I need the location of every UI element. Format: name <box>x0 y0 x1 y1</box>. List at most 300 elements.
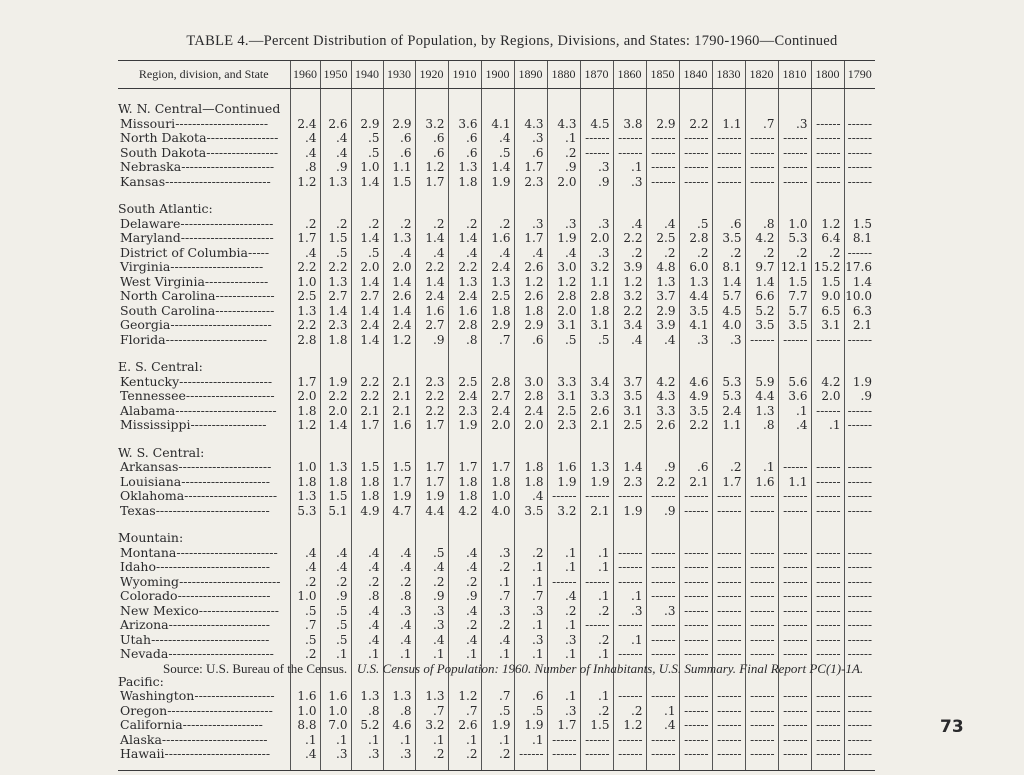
percent-cell: ------ <box>712 647 745 662</box>
percent-cell: 1.5 <box>778 275 811 290</box>
percent-cell: .2 <box>745 246 778 261</box>
state-name <box>118 418 290 433</box>
percent-cell: .5 <box>351 146 383 161</box>
percent-cell: 1.3 <box>580 460 613 475</box>
percent-cell: .4 <box>646 333 679 348</box>
percent-cell: ------ <box>679 718 712 733</box>
table-row <box>118 375 875 390</box>
percent-cell: ------ <box>844 246 875 261</box>
percent-cell: .9 <box>580 175 613 190</box>
table-row <box>118 460 875 475</box>
state-name <box>118 260 290 275</box>
percent-cell: .3 <box>514 131 547 146</box>
percent-cell: 8.1 <box>712 260 745 275</box>
percent-cell: 1.7 <box>415 460 448 475</box>
percent-cell: 1.7 <box>415 475 448 490</box>
percent-cell: 1.8 <box>320 333 351 348</box>
percent-cell: 2.2 <box>415 389 448 404</box>
year-column-header: 1790 <box>844 61 875 89</box>
percent-cell: ------ <box>679 489 712 504</box>
state-label: Washington <box>120 689 195 704</box>
table-row <box>118 604 875 619</box>
percent-cell: .4 <box>351 560 383 575</box>
table-row <box>118 404 875 419</box>
percent-cell: 1.8 <box>481 475 514 490</box>
percent-cell: 3.5 <box>679 404 712 419</box>
percent-cell: .4 <box>290 560 320 575</box>
state-label: North Dakota <box>120 131 207 146</box>
state-label: Kentucky <box>120 374 180 389</box>
table-row <box>118 389 875 404</box>
percent-cell: ------ <box>844 689 875 704</box>
percent-cell: ------ <box>679 175 712 190</box>
percent-cell: ------ <box>778 689 811 704</box>
percent-cell: 1.4 <box>351 304 383 319</box>
table-row <box>118 647 875 662</box>
percent-cell: 1.3 <box>290 489 320 504</box>
percent-cell: 3.5 <box>613 389 646 404</box>
state-name <box>118 160 290 175</box>
percent-cell: .3 <box>580 217 613 232</box>
percent-cell: .6 <box>712 217 745 232</box>
spacer-row <box>118 518 875 531</box>
division-heading-row <box>118 531 875 546</box>
percent-cell: .3 <box>646 604 679 619</box>
percent-cell: .4 <box>415 246 448 261</box>
percent-cell: ------ <box>778 647 811 662</box>
percent-cell: ------ <box>811 475 844 490</box>
percent-cell: 1.6 <box>415 304 448 319</box>
percent-cell: .5 <box>320 633 351 648</box>
percent-cell: .2 <box>481 618 514 633</box>
percent-cell: 6.3 <box>844 304 875 319</box>
percent-cell: .1 <box>547 560 580 575</box>
percent-cell: 1.9 <box>415 489 448 504</box>
percent-cell: .9 <box>547 160 580 175</box>
percent-cell: 1.3 <box>448 160 481 175</box>
percent-cell: 1.7 <box>290 231 320 246</box>
percent-cell: 3.5 <box>514 504 547 519</box>
state-label: Arizona <box>120 618 169 633</box>
dot-leader: -------------- <box>215 289 275 304</box>
percent-cell: 2.5 <box>646 231 679 246</box>
percent-cell: 1.9 <box>844 375 875 390</box>
percent-cell: .1 <box>514 575 547 590</box>
percent-cell: 2.8 <box>290 333 320 348</box>
percent-cell: 6.6 <box>745 289 778 304</box>
percent-cell: 1.4 <box>415 275 448 290</box>
percent-cell: .1 <box>320 647 351 662</box>
percent-cell: ------ <box>745 546 778 561</box>
percent-cell: 1.7 <box>415 175 448 190</box>
percent-cell: 1.4 <box>745 275 778 290</box>
percent-cell: 1.3 <box>351 689 383 704</box>
percent-cell: ------ <box>844 747 875 762</box>
percent-cell: ------ <box>844 489 875 504</box>
percent-cell: ------ <box>811 704 844 719</box>
percent-cell: 2.1 <box>679 475 712 490</box>
percent-cell: ------ <box>811 460 844 475</box>
state-name <box>118 175 290 190</box>
percent-cell: .4 <box>415 633 448 648</box>
percent-cell: ------ <box>712 546 745 561</box>
percent-cell: .4 <box>320 146 351 161</box>
percent-cell: ------ <box>745 747 778 762</box>
percent-cell: .3 <box>514 633 547 648</box>
percent-cell: 2.1 <box>383 404 415 419</box>
state-label: Delaware <box>120 216 181 231</box>
percent-cell: ------ <box>811 504 844 519</box>
dot-leader: ------------------------ <box>175 403 277 418</box>
percent-cell: .8 <box>745 418 778 433</box>
percent-cell: ------ <box>811 131 844 146</box>
percent-cell: 5.3 <box>712 375 745 390</box>
state-name <box>118 117 290 132</box>
dot-leader: --------------------- <box>181 474 270 489</box>
percent-cell: ------ <box>613 747 646 762</box>
percent-cell: 12.1 <box>778 260 811 275</box>
percent-cell: .8 <box>290 160 320 175</box>
percent-cell: .4 <box>320 131 351 146</box>
dot-leader: -------------- <box>215 303 275 318</box>
percent-cell: 1.3 <box>679 275 712 290</box>
percent-cell: .4 <box>290 246 320 261</box>
state-name <box>118 404 290 419</box>
percent-cell: .4 <box>514 246 547 261</box>
percent-cell: 2.0 <box>580 231 613 246</box>
table-row <box>118 733 875 748</box>
percent-cell: ------ <box>778 560 811 575</box>
percent-cell: ------ <box>580 575 613 590</box>
percent-cell: ------ <box>844 146 875 161</box>
percent-cell: 2.4 <box>481 260 514 275</box>
percent-cell: .4 <box>481 246 514 261</box>
percent-cell: ------ <box>778 589 811 604</box>
percent-cell: 1.4 <box>712 275 745 290</box>
percent-cell: ------ <box>844 333 875 348</box>
percent-cell: ------ <box>646 633 679 648</box>
percent-cell: .5 <box>514 704 547 719</box>
percent-cell: .6 <box>383 131 415 146</box>
percent-cell: 1.4 <box>383 304 415 319</box>
percent-cell: 2.0 <box>320 404 351 419</box>
percent-cell: ------ <box>778 618 811 633</box>
year-column-header: 1830 <box>712 61 745 89</box>
percent-cell: ------ <box>712 718 745 733</box>
percent-cell: .1 <box>514 560 547 575</box>
percent-cell: .1 <box>580 560 613 575</box>
percent-cell: .1 <box>448 733 481 748</box>
state-name <box>118 375 290 390</box>
percent-cell: .1 <box>415 733 448 748</box>
state-name <box>118 146 290 161</box>
percent-cell: 4.2 <box>646 375 679 390</box>
percent-cell: ------ <box>811 718 844 733</box>
percent-cell: .4 <box>448 560 481 575</box>
percent-cell: .2 <box>712 460 745 475</box>
percent-cell: 1.8 <box>481 304 514 319</box>
state-label: South Carolina <box>120 303 216 318</box>
percent-cell: 2.0 <box>290 389 320 404</box>
percent-cell: .4 <box>547 246 580 261</box>
percent-cell: 1.6 <box>448 304 481 319</box>
percent-cell: ------ <box>646 647 679 662</box>
percent-cell: 2.6 <box>580 404 613 419</box>
percent-cell: .2 <box>778 246 811 261</box>
dot-leader: ----- <box>248 245 270 260</box>
percent-cell: .4 <box>383 546 415 561</box>
division-heading: W. N. Central—Continued <box>118 102 281 117</box>
percent-cell: 2.3 <box>613 475 646 490</box>
percent-cell: ------ <box>580 489 613 504</box>
percent-cell: 2.5 <box>613 418 646 433</box>
state-label: Georgia <box>120 318 171 333</box>
percent-cell: .2 <box>547 604 580 619</box>
percent-cell: .6 <box>514 689 547 704</box>
percent-cell: .4 <box>320 546 351 561</box>
division-heading: Pacific: <box>118 674 164 689</box>
percent-cell: ------ <box>778 604 811 619</box>
percent-cell: ------ <box>712 489 745 504</box>
percent-cell: ------ <box>679 733 712 748</box>
percent-cell: ------ <box>547 489 580 504</box>
percent-cell: .2 <box>811 246 844 261</box>
percent-cell: 2.6 <box>320 117 351 132</box>
percent-cell: .1 <box>613 633 646 648</box>
percent-cell: .8 <box>745 217 778 232</box>
percent-cell: 1.1 <box>383 160 415 175</box>
dot-leader: ---------------------- <box>170 260 264 275</box>
table-row <box>118 504 875 519</box>
percent-cell: 8.1 <box>844 231 875 246</box>
table-row <box>118 689 875 704</box>
percent-cell: .3 <box>514 604 547 619</box>
percent-cell: .1 <box>646 704 679 719</box>
year-column-header: 1870 <box>580 61 613 89</box>
percent-cell: ------ <box>844 604 875 619</box>
year-column-header: 1910 <box>448 61 481 89</box>
percent-cell: 1.6 <box>320 689 351 704</box>
percent-cell: 1.2 <box>415 160 448 175</box>
percent-cell: 2.1 <box>383 389 415 404</box>
percent-cell: .7 <box>514 589 547 604</box>
percent-cell: 1.6 <box>547 460 580 475</box>
percent-cell: .4 <box>351 618 383 633</box>
percent-cell: 1.0 <box>290 589 320 604</box>
percent-cell: 1.5 <box>351 460 383 475</box>
percent-cell: 1.1 <box>712 117 745 132</box>
percent-cell: ------ <box>745 618 778 633</box>
table-title: TABLE 4.—Percent Distribution of Population, by Regions, Divisions, and States: 1790-1960—Continued <box>186 33 838 49</box>
state-label: Missouri <box>120 116 176 131</box>
state-name <box>118 689 290 704</box>
state-name <box>118 489 290 504</box>
percent-cell: 3.0 <box>547 260 580 275</box>
percent-cell: 4.0 <box>481 504 514 519</box>
percent-cell: 1.7 <box>481 460 514 475</box>
table-row <box>118 160 875 175</box>
dot-leader: ------------------------ <box>170 318 272 333</box>
percent-cell: ------ <box>844 504 875 519</box>
percent-cell: 5.2 <box>745 304 778 319</box>
percent-cell: .2 <box>679 246 712 261</box>
percent-cell: .4 <box>290 546 320 561</box>
percent-cell: .4 <box>448 604 481 619</box>
percent-cell: .4 <box>646 718 679 733</box>
percent-cell: 1.2 <box>811 217 844 232</box>
percent-cell: .3 <box>613 175 646 190</box>
percent-cell: .4 <box>383 246 415 261</box>
percent-cell: .5 <box>481 146 514 161</box>
percent-cell: ------ <box>778 460 811 475</box>
percent-cell: 5.2 <box>351 718 383 733</box>
percent-cell: ------ <box>745 647 778 662</box>
state-label: Alaska <box>120 732 162 747</box>
percent-cell: 4.3 <box>646 389 679 404</box>
percent-cell: 2.5 <box>290 289 320 304</box>
percent-cell: 2.2 <box>679 117 712 132</box>
percent-cell: 4.5 <box>580 117 613 132</box>
percent-cell: ------ <box>580 618 613 633</box>
percent-cell: 2.2 <box>290 318 320 333</box>
dot-leader: ------------------------- <box>167 703 273 718</box>
table-row <box>118 489 875 504</box>
percent-cell: 1.2 <box>290 175 320 190</box>
year-column-header: 1850 <box>646 61 679 89</box>
dot-leader: ------------------------ <box>179 574 281 589</box>
percent-cell: 2.4 <box>514 404 547 419</box>
source-note <box>163 661 863 677</box>
percent-cell: ------ <box>679 160 712 175</box>
percent-cell: 1.0 <box>290 460 320 475</box>
state-name <box>118 618 290 633</box>
dot-leader: --------------------------- <box>155 503 270 518</box>
percent-cell: ------ <box>712 618 745 633</box>
percent-cell: 3.3 <box>646 404 679 419</box>
percent-cell: 2.0 <box>514 418 547 433</box>
state-name <box>118 647 290 662</box>
year-column-header: 1930 <box>383 61 415 89</box>
percent-cell: 1.6 <box>745 475 778 490</box>
dot-leader: ------------------------- <box>161 732 268 747</box>
percent-cell: ------ <box>778 489 811 504</box>
percent-cell: ------ <box>580 747 613 762</box>
percent-cell: 1.3 <box>646 275 679 290</box>
percent-cell: 2.9 <box>383 117 415 132</box>
percent-cell: .4 <box>778 418 811 433</box>
dot-leader: ---------------------- <box>184 489 278 504</box>
percent-cell: 3.1 <box>580 318 613 333</box>
state-label: North Carolina <box>120 289 216 304</box>
percent-cell: 1.5 <box>844 217 875 232</box>
percent-cell: ------ <box>712 146 745 161</box>
percent-cell: 3.7 <box>613 375 646 390</box>
percent-cell: .9 <box>448 589 481 604</box>
percent-cell: 3.4 <box>580 375 613 390</box>
percent-cell: .9 <box>320 160 351 175</box>
percent-cell: .5 <box>415 546 448 561</box>
percent-cell: .3 <box>481 604 514 619</box>
division-heading: E. S. Central: <box>118 360 203 375</box>
percent-cell: ------ <box>811 747 844 762</box>
percent-cell: 1.9 <box>448 418 481 433</box>
percent-cell: .4 <box>448 633 481 648</box>
percent-cell: 2.5 <box>547 404 580 419</box>
percent-cell: 1.4 <box>448 231 481 246</box>
percent-cell: ------ <box>712 747 745 762</box>
percent-cell: 4.3 <box>547 117 580 132</box>
percent-cell: ------ <box>547 747 580 762</box>
percent-cell: 4.2 <box>745 231 778 246</box>
percent-cell: 4.2 <box>448 504 481 519</box>
percent-cell: .7 <box>448 704 481 719</box>
percent-cell: ------ <box>712 575 745 590</box>
percent-cell: .1 <box>778 404 811 419</box>
percent-cell: 1.4 <box>351 231 383 246</box>
percent-cell: .7 <box>481 689 514 704</box>
percent-cell: 1.7 <box>448 460 481 475</box>
source-prefix: Source: U.S. Bureau of the Census. <box>163 661 348 676</box>
percent-cell: ------ <box>811 333 844 348</box>
state-label: Louisiana <box>120 474 182 489</box>
percent-cell: ------ <box>679 589 712 604</box>
percent-cell: .2 <box>448 747 481 762</box>
state-label: Texas <box>120 503 156 518</box>
percent-cell: 1.4 <box>351 275 383 290</box>
table-row <box>118 131 875 146</box>
percent-cell: ------ <box>745 160 778 175</box>
percent-cell: .1 <box>547 546 580 561</box>
percent-cell: .2 <box>320 575 351 590</box>
percent-cell: .9 <box>646 504 679 519</box>
percent-cell: .1 <box>811 418 844 433</box>
state-label: Nevada <box>120 647 169 662</box>
percent-cell: 1.8 <box>448 475 481 490</box>
percent-cell: ------ <box>745 146 778 161</box>
percent-cell: ------ <box>712 733 745 748</box>
percent-cell: 2.4 <box>290 117 320 132</box>
division-heading-row <box>118 446 875 461</box>
percent-cell: 2.0 <box>383 260 415 275</box>
percent-cell: 1.0 <box>320 704 351 719</box>
percent-cell: .4 <box>383 560 415 575</box>
percent-cell: .8 <box>448 333 481 348</box>
dot-leader: ------------------ <box>190 418 267 433</box>
percent-cell: 1.2 <box>613 718 646 733</box>
percent-cell: .5 <box>320 618 351 633</box>
percent-cell: 1.5 <box>580 718 613 733</box>
percent-cell: ------ <box>646 689 679 704</box>
percent-cell: .3 <box>415 604 448 619</box>
dot-leader: --------------------- <box>185 389 275 404</box>
percent-cell: .1 <box>448 647 481 662</box>
percent-cell: 2.8 <box>679 231 712 246</box>
percent-cell: 2.3 <box>448 404 481 419</box>
percent-cell: 4.9 <box>679 389 712 404</box>
table-row <box>118 175 875 190</box>
state-name <box>118 560 290 575</box>
table-row <box>118 575 875 590</box>
percent-cell: ------ <box>844 175 875 190</box>
percent-cell: ------ <box>778 704 811 719</box>
percent-cell: ------ <box>745 718 778 733</box>
percent-cell: 2.1 <box>383 375 415 390</box>
percent-cell: 1.4 <box>320 304 351 319</box>
percent-cell: 2.9 <box>514 318 547 333</box>
state-name <box>118 389 290 404</box>
percent-cell: .2 <box>351 217 383 232</box>
year-column-header: 1900 <box>481 61 514 89</box>
